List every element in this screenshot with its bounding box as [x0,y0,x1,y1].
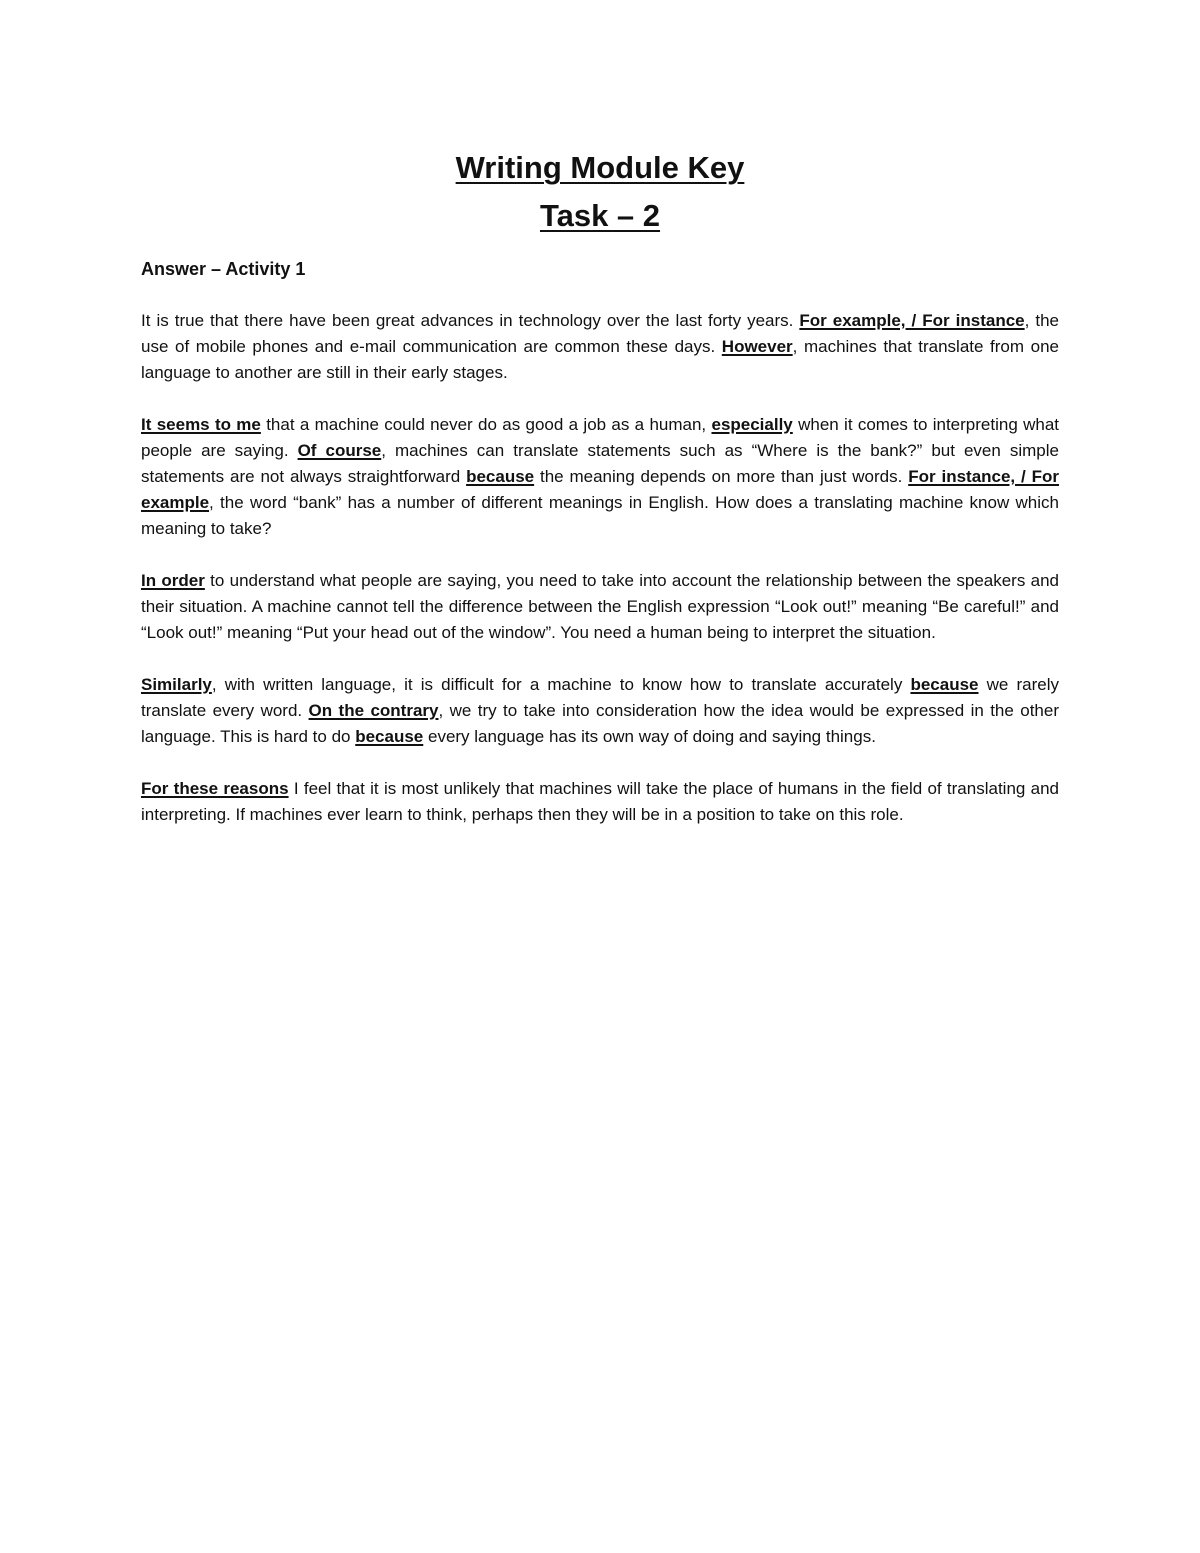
paragraph-text: every language has its own way of doing and saying things. [423,727,876,746]
paragraph-text: It is true that there have been great advances in technology over the last forty years. [141,311,800,330]
document-subtitle: Task – 2 [539,198,661,233]
linking-word: However [721,337,793,356]
linking-word: For example, / For instance [799,311,1025,330]
paragraph-text: , with written language, it is difficult for a machine to know how to translate accurately [211,675,911,694]
linking-word: It seems to me [141,415,261,434]
paragraph-text: I feel that it is most unlikely that machines will take the place of humans in the field of translating and interpreting. If machines ever learn to think, perhaps then they will be in a position to take on this role. [141,779,1059,824]
linking-word: because [466,467,535,486]
paragraph-text: to understand what people are saying, you need to take into account the relationship between the speakers and their situation. A machine cannot tell the difference between the English expression “Look out!” meaning “Be careful!” and “Look out!” meaning “Put your head out of the window”. You need a human being to interpret the situation. [141,571,1059,642]
paragraph-text: , machines can translate statements such as “Where is the bank?” but even simple statements are not always straightforward [141,441,1059,486]
body-paragraph [141,568,1059,646]
linking-word: On the contrary [308,701,439,720]
linking-word: For instance, / For example [141,467,1059,512]
paragraph-text: , we try to take into consideration how the idea would be expressed in the other language. This is hard to do [141,701,1059,746]
paragraph-text: , the use of mobile phones and e-mail communication are common these days. [141,311,1059,356]
linking-word: especially [711,415,793,434]
section-heading: Answer – Activity 1 [141,259,306,279]
linking-word: Similarly [141,675,212,694]
paragraph-text: , the word “bank” has a number of different meanings in English. How does a translating machine know which meaning to take? [141,493,1059,538]
paragraph-list [141,308,1059,828]
linking-word: In order [141,571,205,590]
paragraph-text: when it comes to interpreting what people are saying. [141,415,1060,460]
linking-word: because [910,675,979,694]
body-paragraph [141,776,1059,828]
paragraph-text: we rarely translate every word. [141,675,1059,720]
paragraph-text: , machines that translate from one language to another are still in their early stages. [141,337,1059,382]
document-body [141,256,1059,854]
paragraph-text: that a machine could never do as good a job as a human, [260,415,712,434]
body-paragraph [141,412,1059,542]
linking-word: Of course [297,441,382,460]
document-title: Writing Module Key [455,150,745,185]
title-block [0,144,1200,240]
linking-word: because [355,727,424,746]
linking-word: For these reasons [141,779,289,798]
paragraph-text: the meaning depends on more than just words. [534,467,909,486]
body-paragraph [141,672,1059,750]
body-paragraph [141,308,1059,386]
